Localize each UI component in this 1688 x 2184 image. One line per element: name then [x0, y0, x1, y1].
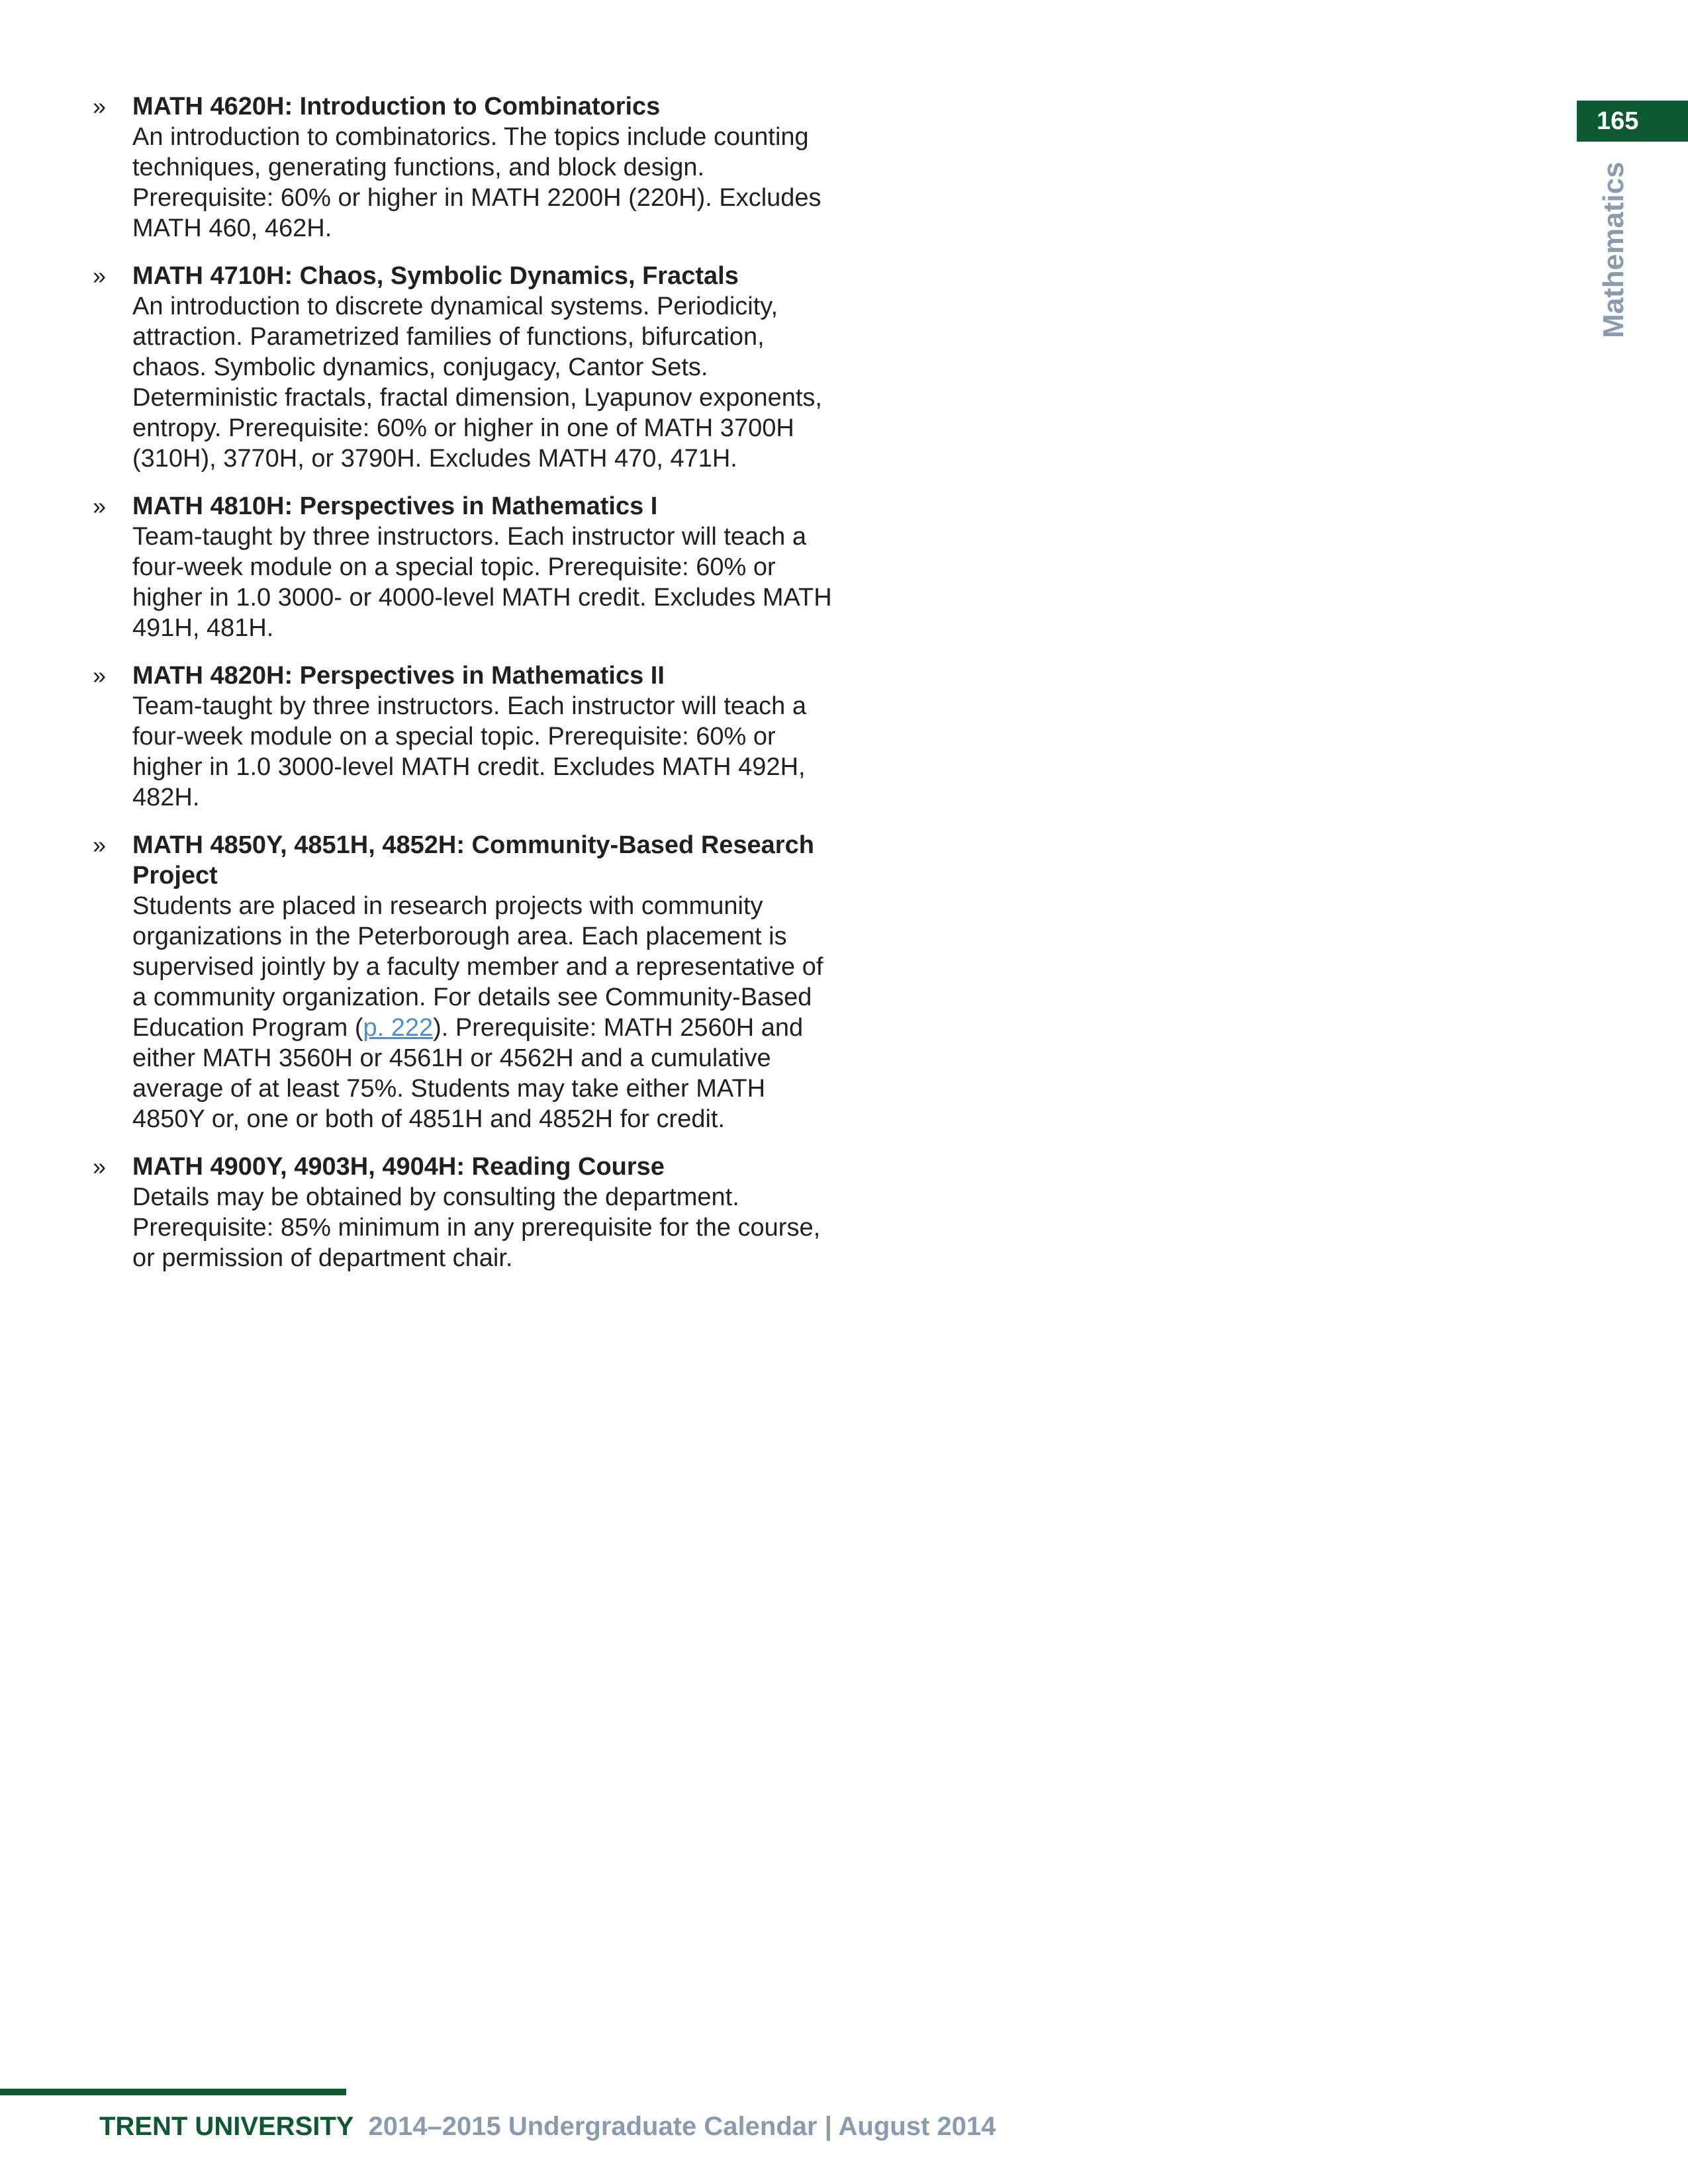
course-description: Team-taught by three instructors. Each instructor will teach a four-week module on a special topic. Prerequisite: 60% or higher in 1.0 3000-level MATH credit. Excludes MATH 492H, 482H.	[132, 692, 807, 811]
course-entry-math-4900y	[93, 1152, 834, 1273]
course-description: An introduction to discrete dynamical systems. Periodicity, attraction. Parametrized families of functions, bifurcation, chaos. Symbolic dynamics, conjugacy, Cantor Sets. Deterministic fractals, fractal dimension, Lyapunov exponents, entropy. Prerequisite: 60% or higher in one of MATH 3700H (310H), 3770H, or 3790H. Excludes MATH 470, 471H.	[132, 293, 822, 473]
description-text-after-link: ). Prerequisite: MATH 2560H and either MATH 3560H or 4561H or 4562H and a cumulative average of at least 75%. Students may take either MATH 4850Y or, one or both of 4851H and 4852H for credit.	[132, 1014, 804, 1133]
course-description: Team-taught by three instructors. Each instructor will teach a four-week module on a special topic. Prerequisite: 60% or higher in 1.0 3000- or 4000-level MATH credit. Excludes MATH 491H, 481H.	[132, 523, 832, 642]
course-entry-math-4620h	[93, 91, 834, 244]
course-entry-math-4710h	[93, 261, 834, 474]
bullet-marker: »	[93, 1153, 107, 1180]
bullet-marker: »	[93, 93, 107, 120]
bullet-marker: »	[93, 831, 107, 858]
bullet-marker: »	[93, 662, 107, 689]
course-title: MATH 4850Y, 4851H, 4852H: Community-Based Research Project	[132, 831, 814, 889]
course-list	[93, 91, 834, 1291]
course-entry-math-4850y	[93, 830, 834, 1134]
course-description: Details may be obtained by consulting the department. Prerequisite: 85% minimum in any prerequisite for the course, or permission of department chair.	[132, 1183, 821, 1272]
course-title: MATH 4710H: Chaos, Symbolic Dynamics, Fractals	[132, 262, 739, 290]
page-number-tab: 165	[1577, 101, 1688, 142]
course-description	[132, 891, 834, 1134]
course-entry-math-4820h	[93, 660, 834, 813]
footer-university-name: TRENT UNIVERSITY	[99, 2112, 354, 2141]
course-entry-math-4810h	[93, 491, 834, 643]
course-title: MATH 4900Y, 4903H, 4904H: Reading Course	[132, 1153, 665, 1181]
page-reference-link[interactable]: p. 222	[363, 1014, 434, 1042]
description-text-before-link: Students are placed in research projects with community organizations in the Peterborough area. Each placement is supervised jointly by a faculty member and a representative of a community organization. For details see Community-Based Education Program (	[132, 892, 823, 1042]
course-description: An introduction to combinatorics. The topics include counting techniques, generating functions, and block design. Prerequisite: 60% or higher in MATH 2200H (220H). Excludes MATH 460, 462H.	[132, 123, 821, 242]
course-title: MATH 4620H: Introduction to Combinatorics	[132, 93, 661, 120]
course-title: MATH 4820H: Perspectives in Mathematics II	[132, 662, 665, 690]
footer-rule	[0, 2089, 346, 2095]
bullet-marker: »	[93, 492, 107, 520]
bullet-marker: »	[93, 262, 107, 289]
footer	[99, 2110, 996, 2143]
footer-calendar-info: 2014–2015 Undergraduate Calendar | August 2014	[368, 2112, 996, 2141]
section-side-label: Mathematics	[1597, 161, 1630, 338]
course-title: MATH 4810H: Perspectives in Mathematics I	[132, 492, 658, 520]
